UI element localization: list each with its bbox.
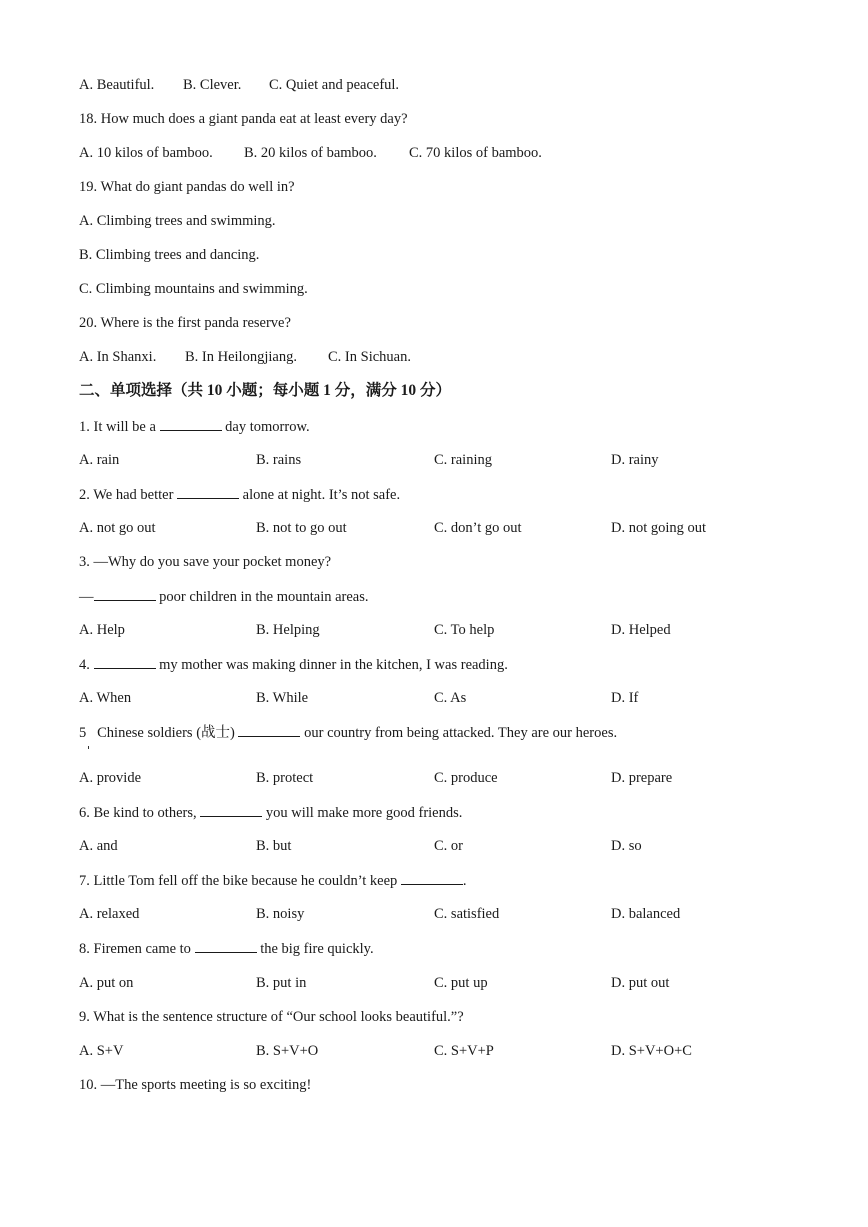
q3-option-c: C. To help	[434, 622, 495, 638]
question-8-text-post: the big fire quickly.	[256, 941, 374, 957]
section-heading: 二、单项选择（共 10 小题；每小题 1 分，满分 10 分）	[79, 382, 452, 399]
q4-option-b: B. While	[256, 690, 309, 706]
question-2-text-pre: 2. We had better	[79, 487, 178, 503]
q5-option-b: B. protect	[256, 770, 314, 786]
q2-option-b: B. not to go out	[256, 520, 347, 536]
answer-blank	[401, 871, 463, 885]
question-8-text-pre: 8. Firemen came to	[79, 941, 195, 957]
q19-question: 19. What do giant pandas do well in?	[79, 179, 295, 195]
q17-option-a: A. Beautiful.	[79, 77, 155, 93]
q19-option-c: C. Climbing mountains and swimming.	[79, 281, 308, 297]
answer-blank	[177, 485, 239, 499]
q6-option-a: A. and	[79, 838, 118, 854]
question-3-dash: —	[79, 589, 94, 605]
q1-option-c: C. raining	[434, 452, 492, 468]
answer-blank	[94, 587, 156, 601]
question-5	[79, 723, 617, 742]
q6-option-d: D. so	[611, 838, 642, 854]
question-7-text-pre: 7. Little Tom fell off the bike because he couldn’t keep	[79, 873, 401, 889]
q18-option-b: B. 20 kilos of bamboo.	[244, 145, 377, 161]
q20-option-b: B. In Heilongjiang.	[185, 349, 297, 365]
q6-option-b: B. but	[256, 838, 292, 854]
q17-option-b: B. Clever.	[183, 77, 242, 93]
question-9: 9. What is the sentence structure of “Our school looks beautiful.”?	[79, 1009, 464, 1025]
q19-option-a: A. Climbing trees and swimming.	[79, 213, 276, 229]
q20-option-c: C. In Sichuan.	[328, 349, 411, 365]
answer-blank	[160, 417, 222, 431]
question-5-text-post: our country from being attacked. They are our heroes.	[300, 725, 618, 741]
q1-option-a: A. rain	[79, 452, 120, 468]
q6-option-c: C. or	[434, 838, 463, 854]
question-3: 3. —Why do you save your pocket money?	[79, 554, 332, 570]
q8-option-c: C. put up	[434, 975, 488, 991]
q9-option-a: A. S+V	[79, 1043, 124, 1059]
q9-option-c: C. S+V+P	[434, 1043, 494, 1059]
question-6	[79, 803, 462, 822]
question-5-text-pre: 5 Chinese soldiers (战士)	[79, 725, 239, 741]
q17-option-c: C. Quiet and peaceful.	[269, 77, 400, 93]
q2-option-a: A. not go out	[79, 520, 156, 536]
answer-blank	[195, 939, 257, 953]
answer-blank	[200, 803, 262, 817]
question-7	[79, 871, 467, 890]
q18-question: 18. How much does a giant panda eat at least every day?	[79, 111, 408, 127]
question-2-text-post: alone at night. It’s not safe.	[239, 487, 401, 503]
scan-mark	[88, 746, 89, 749]
q8-option-b: B. put in	[256, 975, 307, 991]
q5-option-c: C. produce	[434, 770, 498, 786]
q9-option-d: D. S+V+O+C	[611, 1043, 692, 1059]
q2-option-d: D. not going out	[611, 520, 707, 536]
q18-option-a: A. 10 kilos of bamboo.	[79, 145, 213, 161]
q9-option-b: B. S+V+O	[256, 1043, 319, 1059]
q3-option-b: B. Helping	[256, 622, 320, 638]
question-1-text-pre: 1. It will be a	[79, 419, 160, 435]
question-2	[79, 485, 400, 504]
q5-option-a: A. provide	[79, 770, 142, 786]
q2-option-c: C. don’t go out	[434, 520, 522, 536]
q4-option-a: A. When	[79, 690, 132, 706]
q7-option-c: C. satisfied	[434, 906, 500, 922]
q3-option-a: A. Help	[79, 622, 125, 638]
q20-question: 20. Where is the first panda reserve?	[79, 315, 291, 331]
question-6-text-pre: 6. Be kind to others,	[79, 805, 201, 821]
q4-option-d: D. If	[611, 690, 639, 706]
q8-option-d: D. put out	[611, 975, 670, 991]
q19-option-b: B. Climbing trees and dancing.	[79, 247, 260, 263]
q5-option-d: D. prepare	[611, 770, 673, 786]
question-1-text-post: day tomorrow.	[221, 419, 310, 435]
question-1	[79, 417, 310, 436]
q20-option-a: A. In Shanxi.	[79, 349, 157, 365]
q3-option-d: D. Helped	[611, 622, 671, 638]
question-4-text-post: my mother was making dinner in the kitchen, I was reading.	[155, 657, 508, 673]
q7-option-b: B. noisy	[256, 906, 305, 922]
q8-option-a: A. put on	[79, 975, 134, 991]
question-4-text-pre: 4.	[79, 657, 94, 673]
q4-option-c: C. As	[434, 690, 467, 706]
question-4	[79, 655, 508, 674]
answer-blank	[94, 655, 156, 669]
answer-blank	[238, 723, 300, 737]
question-10: 10. —The sports meeting is so exciting!	[79, 1077, 312, 1093]
question-3-answer-line	[79, 587, 369, 606]
q18-option-c: C. 70 kilos of bamboo.	[409, 145, 542, 161]
question-8	[79, 939, 374, 958]
question-7-text-post: .	[462, 873, 467, 889]
q1-option-b: B. rains	[256, 452, 302, 468]
question-6-text-post: you will make more good friends.	[262, 805, 463, 821]
q7-option-a: A. relaxed	[79, 906, 140, 922]
question-3-text-post: poor children in the mountain areas.	[155, 589, 369, 605]
q7-option-d: D. balanced	[611, 906, 681, 922]
q1-option-d: D. rainy	[611, 452, 659, 468]
